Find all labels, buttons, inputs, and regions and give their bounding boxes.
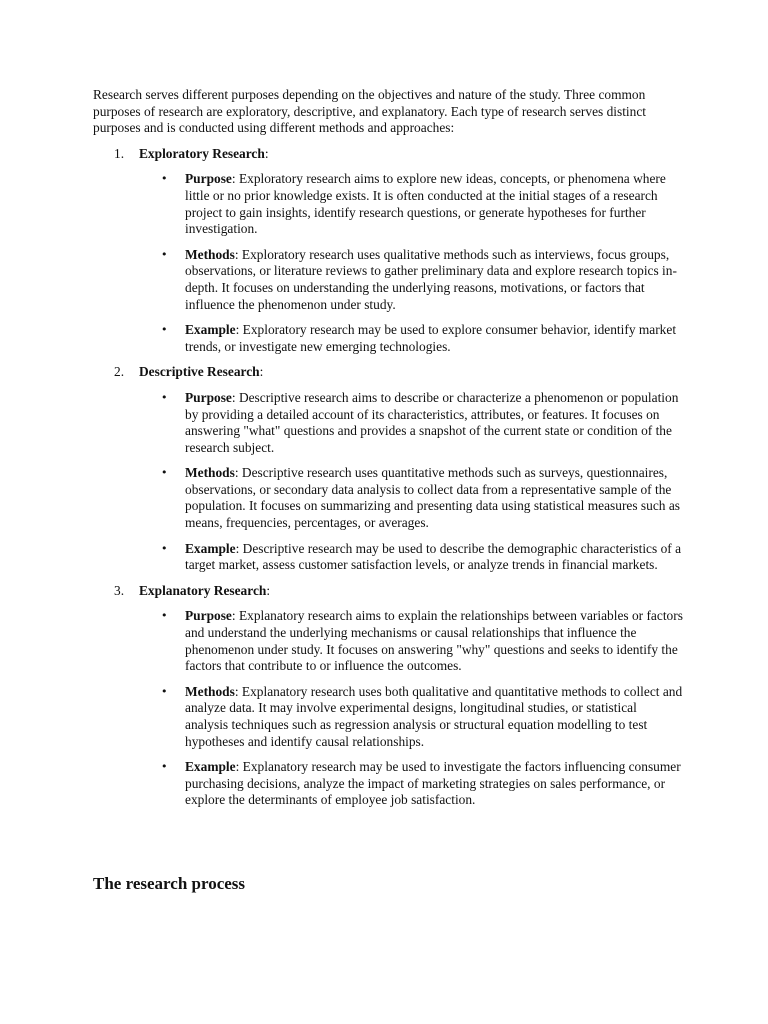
point-label: Example [185, 540, 236, 556]
point-text: : Exploratory research may be used to explore consumer behavior, identify market trends, or investigate new emerging technologies. [185, 322, 677, 354]
point-text: : Descriptive research may be used to describe the demographic characteristics of a target market, assess customer satisfaction levels, or analyze trends in financial markets. [185, 540, 682, 573]
document-body [93, 87, 683, 818]
section-number: 2. [114, 364, 125, 380]
bullet-icon: • [161, 466, 168, 480]
section-title: Exploratory Research [139, 145, 265, 161]
point-label: Example [185, 759, 236, 775]
bullet-icon: • [161, 323, 168, 337]
bullet-icon: • [161, 541, 168, 555]
section-points [93, 171, 683, 355]
point-label: Purpose [185, 171, 232, 187]
section-explanatory [93, 583, 683, 809]
point-methods [93, 247, 683, 313]
point-label: Methods [185, 246, 235, 262]
point-text: : Explanatory research aims to explain the relationships between variables or factors and understand the underlying mechanisms or causal relationships that influence the phenomenon under study. It focuses on answering "why" questions and seeks to identify the factors that contribute to or influence the outcomes. [185, 608, 683, 674]
point-purpose [93, 171, 683, 237]
point-purpose [93, 608, 683, 674]
section-title-suffix: : [266, 582, 271, 598]
section-exploratory [93, 146, 683, 356]
section-heading-research-process: The research process [93, 874, 246, 893]
point-purpose [93, 390, 683, 456]
section-title: Descriptive Research [139, 364, 260, 380]
point-label: Purpose [185, 608, 232, 624]
bullet-icon: • [161, 760, 168, 774]
section-heading [93, 146, 683, 163]
research-types-list [93, 146, 683, 809]
point-text: : Explanatory research may be used to investigate the factors influencing consumer purchasing decisions, analyze the impact of marketing strategies on sales performance, or explore the determinants of employee job satisfaction. [185, 759, 681, 808]
point-text: : Descriptive research aims to describe or characterize a phenomenon or population by providing a detailed account of its characteristics, attributes, or features. It focuses on answering "what" questions and provides a snapshot of the current state or condition of the research subject. [185, 389, 679, 455]
intro-paragraph: Research serves different purposes depending on the objectives and nature of the study. Three common purposes of research are exploratory, descriptive, and explanatory. Each type of research serves distinct purposes and is conducted using different methods and approaches: [93, 87, 646, 136]
bullet-icon: • [161, 609, 168, 623]
point-example [93, 541, 683, 574]
point-example [93, 322, 683, 355]
point-text: : Exploratory research aims to explore new ideas, concepts, or phenomena where little or no prior knowledge exists. It is often conducted at the initial stages of a research project to gain insights, identify research questions, or generate hypotheses for further investigation. [185, 171, 666, 237]
point-label: Methods [185, 683, 235, 699]
bullet-icon: • [161, 684, 168, 698]
bullet-icon: • [161, 247, 168, 261]
bullet-icon: • [161, 172, 168, 186]
point-methods [93, 465, 683, 531]
section-title: Explanatory Research [139, 582, 267, 598]
section-title-suffix: : [264, 145, 269, 161]
point-label: Methods [185, 465, 235, 481]
point-methods [93, 684, 683, 750]
section-descriptive [93, 364, 683, 574]
section-points [93, 390, 683, 574]
point-label: Purpose [185, 389, 232, 405]
section-number: 1. [114, 145, 125, 161]
point-label: Example [185, 322, 236, 338]
point-text: : Explanatory research uses both qualitative and quantitative methods to collect and analyze data. It may involve experimental designs, longitudinal studies, or statistical analysis techniques such as regression analysis or structural equation modelling to test hypotheses and identify causal relationships. [185, 683, 683, 749]
section-points [93, 608, 683, 809]
point-text: : Exploratory research uses qualitative methods such as interviews, focus groups, observations, or literature reviews to gather preliminary data and explore research topics in-depth. It focuses on understanding the underlying reasons, motivations, or factors that influence the phenomenon under study. [185, 246, 677, 312]
point-example [93, 759, 683, 809]
section-number: 3. [114, 582, 125, 598]
section-heading [93, 364, 683, 381]
bullet-icon: • [161, 390, 168, 404]
point-text: : Descriptive research uses quantitative methods such as surveys, questionnaires, observations, or secondary data analysis to collect data from a representative sample of the population. It focuses on summarizing and presenting data using statistical measures such as means, frequencies, percentages, or averages. [185, 465, 680, 531]
section-heading [93, 583, 683, 600]
section-title-suffix: : [259, 364, 264, 380]
